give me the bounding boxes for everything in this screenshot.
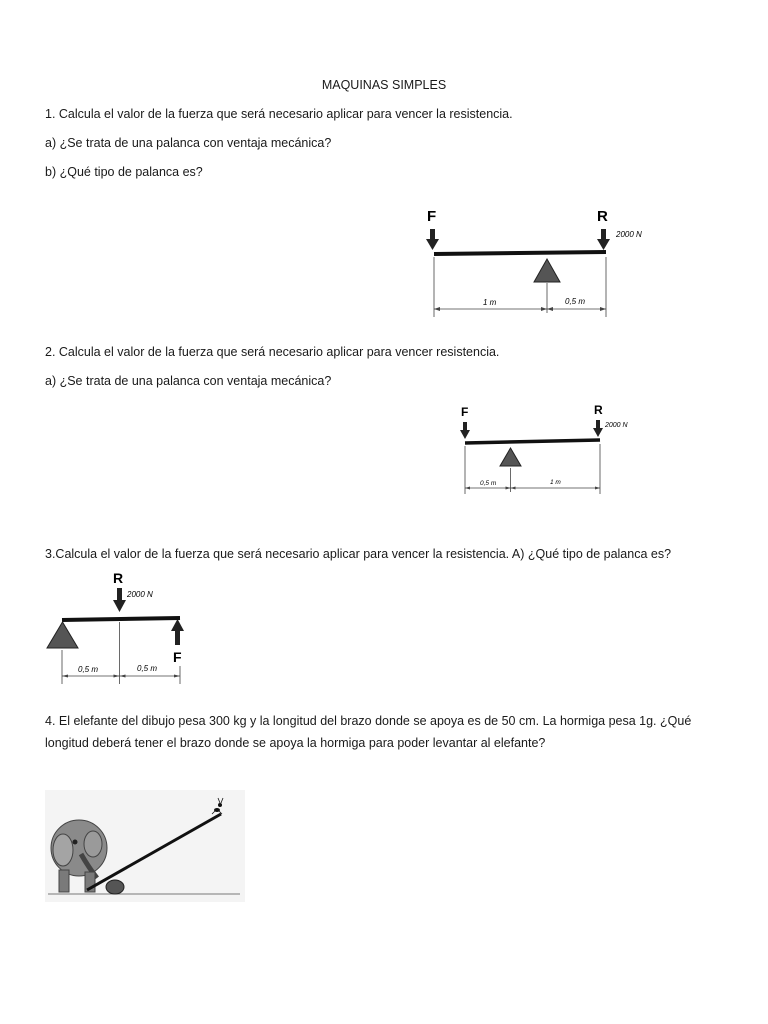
q3-lever-diagram <box>42 566 202 691</box>
q2-resistance-label: R <box>594 403 603 417</box>
q2-beam <box>465 440 600 443</box>
q3-resistance-arrow-icon <box>113 588 126 612</box>
q1-force-arrow-icon <box>426 229 439 250</box>
q3-dim-1: 0,5 m <box>78 665 99 674</box>
q3-load-label: 2000 N <box>127 590 153 599</box>
q1-load-label: 2000 N <box>616 230 642 239</box>
q1-lever-diagram <box>420 195 660 325</box>
q3-fulcrum-icon <box>47 622 78 648</box>
q2-statement: 2. Calcula el valor de la fuerza que será necesario aplicar para vencer resistencia. <box>45 345 500 359</box>
q3-beam <box>62 618 180 620</box>
q1-force-label: F <box>427 208 437 225</box>
q2-force-arrow-icon <box>460 422 470 439</box>
q4-elephant-ant-illustration <box>45 790 245 902</box>
q1-statement: 1. Calcula el valor de la fuerza que será necesario aplicar para vencer la resistencia. <box>45 107 513 121</box>
page-title: MAQUINAS SIMPLES <box>321 78 447 92</box>
q3-statement: 3.Calcula el valor de la fuerza que será necesario aplicar para vencer la resistencia. A) ¿Qué tipo de palanca es? <box>45 547 672 561</box>
q3-resistance-label: R <box>113 570 124 586</box>
q1-question-a: a) ¿Se trata de una palanca con ventaja mecánica? <box>45 136 332 150</box>
q2-question-a: a) ¿Se trata de una palanca con ventaja mecánica? <box>45 374 332 388</box>
q1-question-b: b) ¿Qué tipo de palanca es? <box>45 165 203 179</box>
q3-force-arrow-icon <box>171 619 184 645</box>
q4-fulcrum-icon <box>106 880 124 894</box>
q1-resistance-arrow-icon <box>597 229 610 250</box>
q1-dim-2: 0,5 m <box>565 297 586 306</box>
q3-dim-2: 0,5 m <box>137 664 158 673</box>
q2-load-label: 2000 N <box>605 422 628 429</box>
q2-fulcrum-icon <box>500 448 521 466</box>
q2-resistance-arrow-icon <box>593 420 603 437</box>
q3-force-label: F <box>173 649 182 665</box>
q2-lever-diagram <box>455 398 640 498</box>
q4-statement: 4. El elefante del dibujo pesa 300 kg y la longitud del brazo donde se apoya es de 50 cm. La hormiga pesa 1g. ¿Qué longitud deberá tener el brazo donde se apoya la hormiga para poder levantar al elefante? <box>45 714 692 750</box>
q2-force-label: F <box>461 405 469 419</box>
q2-dim-1: 0,5 m <box>480 480 497 487</box>
q1-resistance-label: R <box>597 208 608 225</box>
q1-beam <box>434 252 606 254</box>
q1-fulcrum-icon <box>534 259 560 282</box>
q1-dim-1: 1 m <box>483 298 497 307</box>
q2-dim-2: 1 m <box>550 479 561 486</box>
